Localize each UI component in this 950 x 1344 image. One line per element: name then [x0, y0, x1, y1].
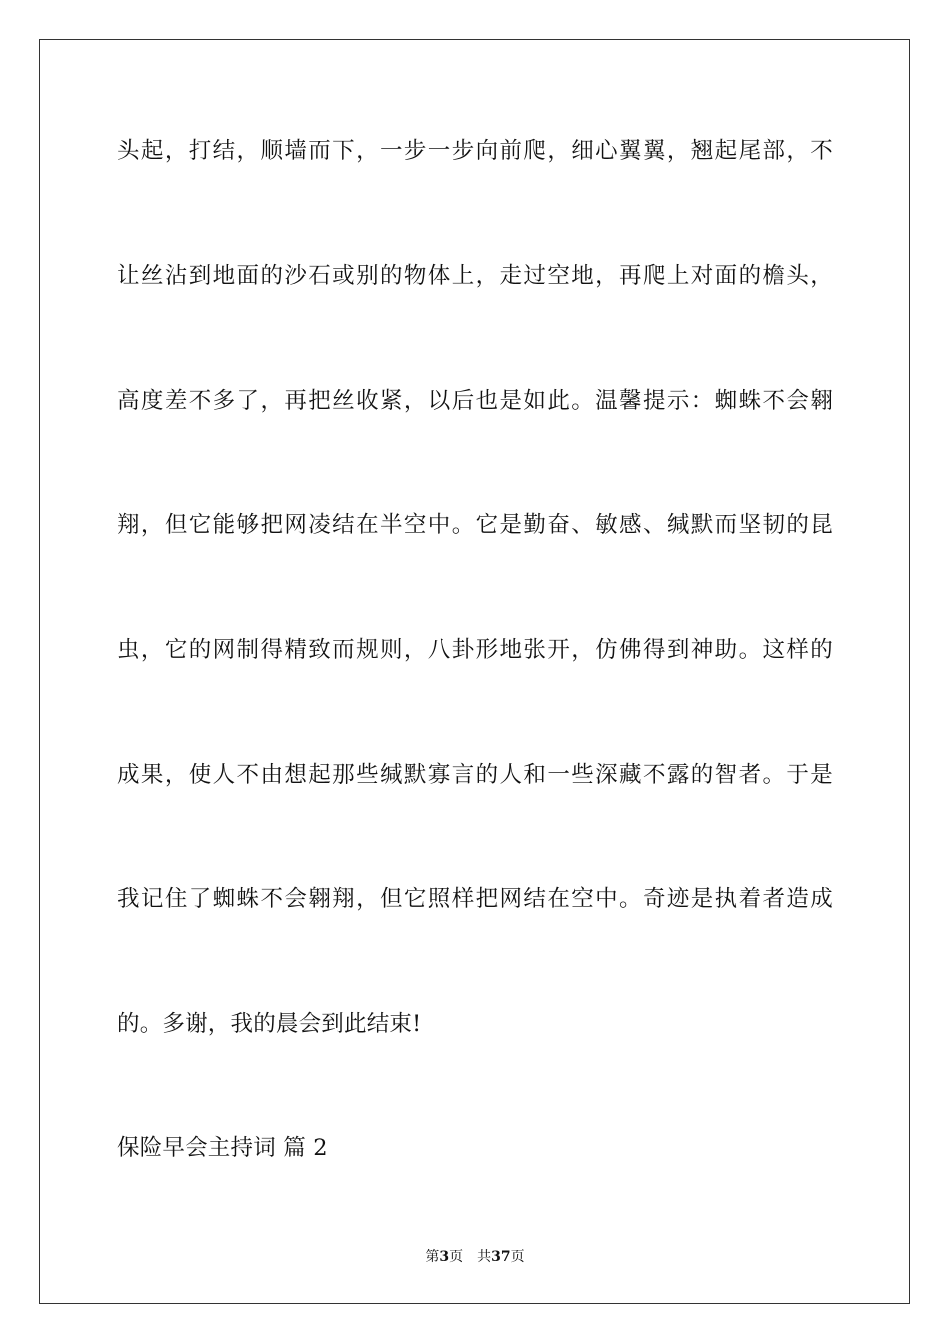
paragraph-line: 高度差不多了，再把丝收紧，以后也是如此。温馨提示：蜘蛛不会翱 — [117, 388, 833, 414]
footer-page-suffix: 页 — [449, 1249, 464, 1265]
paragraph-line: 翔，但它能够把网凌结在半空中。它是勤奋、敏感、缄默而坚韧的昆 — [117, 512, 833, 538]
paragraph-line: 成果，使人不由想起那些缄默寡言的人和一些深藏不露的智者。于是 — [117, 762, 833, 788]
footer-page-number: 3 — [439, 1249, 450, 1265]
paragraph-line: 我记住了蜘蛛不会翱翔，但它照样把网结在空中。奇迹是执着者造成 — [117, 886, 833, 912]
paragraph-last-line: 的。多谢，我的晨会到此结束! — [117, 1011, 422, 1037]
paragraph-line: 让丝沾到地面的沙石或别的物体上，走过空地，再爬上对面的檐头， — [117, 263, 833, 289]
page-border — [39, 39, 910, 1304]
page-footer — [0, 1248, 950, 1266]
footer-page-prefix: 第 — [425, 1249, 440, 1265]
paragraph-line: 虫，它的网制得精致而规则，八卦形地张开，仿佛得到神助。这样的 — [117, 637, 833, 663]
paragraph-line: 头起，打结，顺墙而下，一步一步向前爬，细心翼翼，翘起尾部，不 — [117, 138, 833, 164]
footer-total-suffix: 页 — [510, 1249, 525, 1265]
section-heading: 保险早会主持词 篇 2 — [117, 1135, 328, 1161]
footer-total-prefix: 共 — [477, 1249, 492, 1265]
footer-total-pages: 37 — [491, 1249, 511, 1265]
